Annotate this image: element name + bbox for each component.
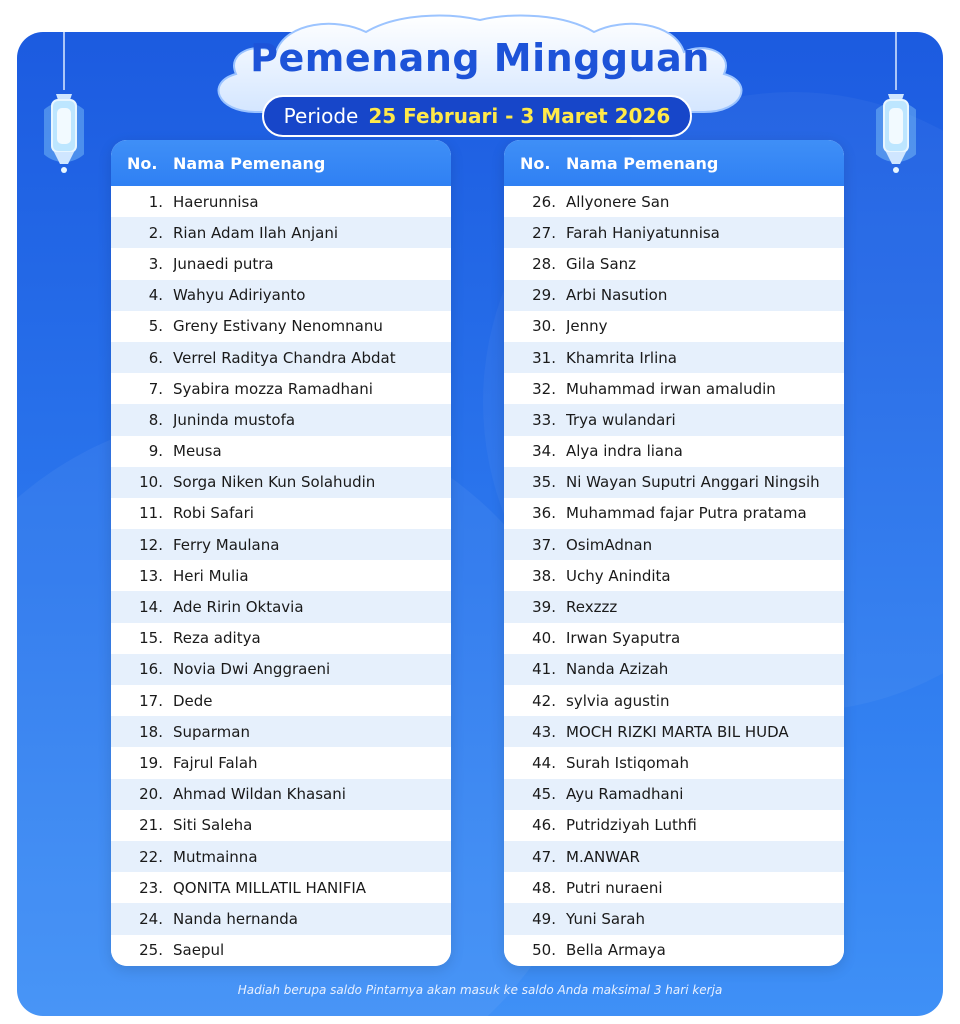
row-number: 18. bbox=[139, 722, 163, 741]
table-row bbox=[504, 654, 844, 685]
table-row bbox=[504, 716, 844, 747]
row-number: 44. bbox=[532, 753, 556, 772]
row-number: 50. bbox=[532, 941, 556, 960]
row-number: 31. bbox=[532, 348, 556, 367]
table-row bbox=[111, 810, 451, 841]
winner-name: MOCH RIZKI MARTA BIL HUDA bbox=[566, 722, 789, 741]
winner-name: Bella Armaya bbox=[566, 941, 666, 960]
winner-name: sylvia agustin bbox=[566, 691, 670, 710]
winner-name: Saepul bbox=[173, 941, 225, 960]
column-header-name: Nama Pemenang bbox=[566, 153, 719, 173]
table-row bbox=[111, 280, 451, 311]
winner-name: Muhammad irwan amaludin bbox=[566, 379, 776, 398]
table-row bbox=[111, 591, 451, 622]
winner-name: Reza aditya bbox=[173, 629, 261, 648]
winner-name: Heri Mulia bbox=[173, 566, 249, 585]
row-number: 2. bbox=[148, 223, 163, 242]
row-number: 5. bbox=[148, 317, 163, 336]
table-row bbox=[111, 872, 451, 903]
table-row bbox=[111, 498, 451, 529]
winner-name: Nanda hernanda bbox=[173, 909, 298, 928]
winner-name: Farah Haniyatunnisa bbox=[566, 223, 720, 242]
row-number: 4. bbox=[148, 286, 163, 305]
table-row bbox=[111, 716, 451, 747]
table-row bbox=[111, 186, 451, 217]
winner-name: Juninda mustofa bbox=[173, 410, 296, 429]
row-number: 19. bbox=[139, 753, 163, 772]
winner-name: Nanda Azizah bbox=[566, 660, 669, 679]
table-row bbox=[111, 248, 451, 279]
row-number: 46. bbox=[532, 816, 556, 835]
table-row bbox=[504, 248, 844, 279]
winner-name: Verrel Raditya Chandra Abdat bbox=[173, 348, 396, 367]
table-row bbox=[111, 747, 451, 778]
row-number: 28. bbox=[532, 254, 556, 273]
winner-name: Rian Adam Ilah Anjani bbox=[173, 223, 339, 242]
row-number: 38. bbox=[532, 566, 556, 585]
winner-name: Fajrul Falah bbox=[173, 753, 258, 772]
row-number: 32. bbox=[532, 379, 556, 398]
table-row bbox=[504, 373, 844, 404]
row-number: 10. bbox=[139, 473, 163, 492]
winner-name: Rexzzz bbox=[566, 598, 618, 617]
row-number: 11. bbox=[139, 504, 163, 523]
table-row bbox=[504, 685, 844, 716]
table-row bbox=[504, 935, 844, 966]
winner-name: Trya wulandari bbox=[566, 410, 676, 429]
column-header-no: No. bbox=[127, 153, 158, 173]
table-header bbox=[111, 140, 451, 186]
table-row bbox=[504, 903, 844, 934]
row-number: 24. bbox=[139, 909, 163, 928]
period-label: Periode bbox=[283, 104, 359, 128]
rows-right bbox=[504, 186, 844, 966]
row-number: 41. bbox=[532, 660, 556, 679]
row-number: 29. bbox=[532, 286, 556, 305]
row-number: 35. bbox=[532, 473, 556, 492]
table-row bbox=[504, 467, 844, 498]
winner-name: Dede bbox=[173, 691, 213, 710]
row-number: 27. bbox=[532, 223, 556, 242]
table-row bbox=[111, 654, 451, 685]
row-number: 37. bbox=[532, 535, 556, 554]
table-row bbox=[111, 373, 451, 404]
table-row bbox=[111, 467, 451, 498]
row-number: 3. bbox=[148, 254, 163, 273]
table-row bbox=[504, 404, 844, 435]
table-row bbox=[111, 529, 451, 560]
table-header bbox=[504, 140, 844, 186]
rows-left bbox=[111, 186, 451, 966]
table-row bbox=[504, 436, 844, 467]
winner-name: Ni Wayan Suputri Anggari Ningsih bbox=[566, 473, 820, 492]
winner-name: Mutmainna bbox=[173, 847, 258, 866]
table-row bbox=[111, 404, 451, 435]
row-number: 39. bbox=[532, 598, 556, 617]
row-number: 20. bbox=[139, 785, 163, 804]
row-number: 43. bbox=[532, 722, 556, 741]
winner-name: Suparman bbox=[173, 722, 250, 741]
table-row bbox=[504, 311, 844, 342]
table-row bbox=[111, 903, 451, 934]
winner-name: Yuni Sarah bbox=[566, 909, 645, 928]
row-number: 45. bbox=[532, 785, 556, 804]
table-row bbox=[504, 342, 844, 373]
winner-name: Ayu Ramadhani bbox=[566, 785, 684, 804]
row-number: 17. bbox=[139, 691, 163, 710]
row-number: 48. bbox=[532, 878, 556, 897]
period-range: 25 Februari - 3 Maret 2026 bbox=[368, 104, 671, 128]
row-number: 13. bbox=[139, 566, 163, 585]
row-number: 14. bbox=[139, 598, 163, 617]
winner-name: QONITA MILLATIL HANIFIA bbox=[173, 878, 367, 897]
row-number: 6. bbox=[148, 348, 163, 367]
row-number: 25. bbox=[139, 941, 163, 960]
table-row bbox=[504, 498, 844, 529]
winner-name: Muhammad fajar Putra pratama bbox=[566, 504, 807, 523]
row-number: 12. bbox=[139, 535, 163, 554]
row-number: 15. bbox=[139, 629, 163, 648]
row-number: 1. bbox=[148, 192, 163, 211]
row-number: 36. bbox=[532, 504, 556, 523]
table-row bbox=[111, 685, 451, 716]
winner-name: Surah Istiqomah bbox=[566, 753, 689, 772]
header-badge bbox=[196, 12, 764, 130]
winner-name: M.ANWAR bbox=[566, 847, 640, 866]
winner-name: Junaedi putra bbox=[173, 254, 274, 273]
row-number: 34. bbox=[532, 442, 556, 461]
row-number: 23. bbox=[139, 878, 163, 897]
table-row bbox=[504, 779, 844, 810]
winner-name: Alya indra liana bbox=[566, 442, 683, 461]
winner-name: Siti Saleha bbox=[173, 816, 253, 835]
row-number: 30. bbox=[532, 317, 556, 336]
table-row bbox=[111, 436, 451, 467]
footnote: Hadiah berupa saldo Pintarnya akan masuk ke saldo Anda maksimal 3 hari kerja bbox=[237, 983, 723, 997]
winner-name: Irwan Syaputra bbox=[566, 629, 681, 648]
row-number: 40. bbox=[532, 629, 556, 648]
winner-name: Sorga Niken Kun Solahudin bbox=[173, 473, 376, 492]
winner-name: Ade Ririn Oktavia bbox=[173, 598, 304, 617]
table-row bbox=[111, 342, 451, 373]
table-row bbox=[111, 935, 451, 966]
row-number: 16. bbox=[139, 660, 163, 679]
winner-name: Uchy Anindita bbox=[566, 566, 671, 585]
table-row bbox=[504, 560, 844, 591]
winner-name: Ahmad Wildan Khasani bbox=[173, 785, 346, 804]
winner-name: Haerunnisa bbox=[173, 192, 259, 211]
winner-name: Putridziyah Luthfi bbox=[566, 816, 697, 835]
table-row bbox=[504, 529, 844, 560]
row-number: 42. bbox=[532, 691, 556, 710]
table-row bbox=[504, 217, 844, 248]
winner-name: Arbi Nasution bbox=[566, 286, 668, 305]
lantern-icon bbox=[44, 32, 84, 192]
table-row bbox=[504, 186, 844, 217]
table-row bbox=[111, 217, 451, 248]
table-row bbox=[111, 560, 451, 591]
table-row bbox=[111, 779, 451, 810]
table-row bbox=[504, 280, 844, 311]
winner-name: Khamrita Irlina bbox=[566, 348, 677, 367]
winners-table-left bbox=[111, 140, 451, 966]
lantern-icon bbox=[876, 32, 916, 192]
row-number: 47. bbox=[532, 847, 556, 866]
table-row bbox=[504, 591, 844, 622]
table-row bbox=[504, 623, 844, 654]
winner-name: Greny Estivany Nenomnanu bbox=[173, 317, 383, 336]
row-number: 22. bbox=[139, 847, 163, 866]
row-number: 21. bbox=[139, 816, 163, 835]
row-number: 9. bbox=[148, 442, 163, 461]
row-number: 7. bbox=[148, 379, 163, 398]
winner-name: Meusa bbox=[173, 442, 222, 461]
column-header-no: No. bbox=[520, 153, 551, 173]
winner-name: Ferry Maulana bbox=[173, 535, 280, 554]
winner-name: Putri nuraeni bbox=[566, 878, 663, 897]
table-row bbox=[504, 747, 844, 778]
winner-name: Novia Dwi Anggraeni bbox=[173, 660, 331, 679]
column-header-name: Nama Pemenang bbox=[173, 153, 326, 173]
winner-name: Jenny bbox=[566, 317, 608, 336]
winner-name: Robi Safari bbox=[173, 504, 254, 523]
winner-name: OsimAdnan bbox=[566, 535, 653, 554]
winner-name: Syabira mozza Ramadhani bbox=[173, 379, 373, 398]
winners-table-right bbox=[504, 140, 844, 966]
row-number: 49. bbox=[532, 909, 556, 928]
row-number: 26. bbox=[532, 192, 556, 211]
table-row bbox=[111, 311, 451, 342]
table-row bbox=[504, 872, 844, 903]
winner-name: Allyonere San bbox=[566, 192, 670, 211]
page-title: Pemenang Mingguan bbox=[250, 36, 710, 80]
row-number: 33. bbox=[532, 410, 556, 429]
table-row bbox=[111, 623, 451, 654]
table-row bbox=[504, 841, 844, 872]
table-row bbox=[111, 841, 451, 872]
row-number: 8. bbox=[148, 410, 163, 429]
table-row bbox=[504, 810, 844, 841]
period-pill bbox=[262, 95, 692, 137]
winner-name: Wahyu Adiriyanto bbox=[173, 286, 306, 305]
winner-name: Gila Sanz bbox=[566, 254, 637, 273]
